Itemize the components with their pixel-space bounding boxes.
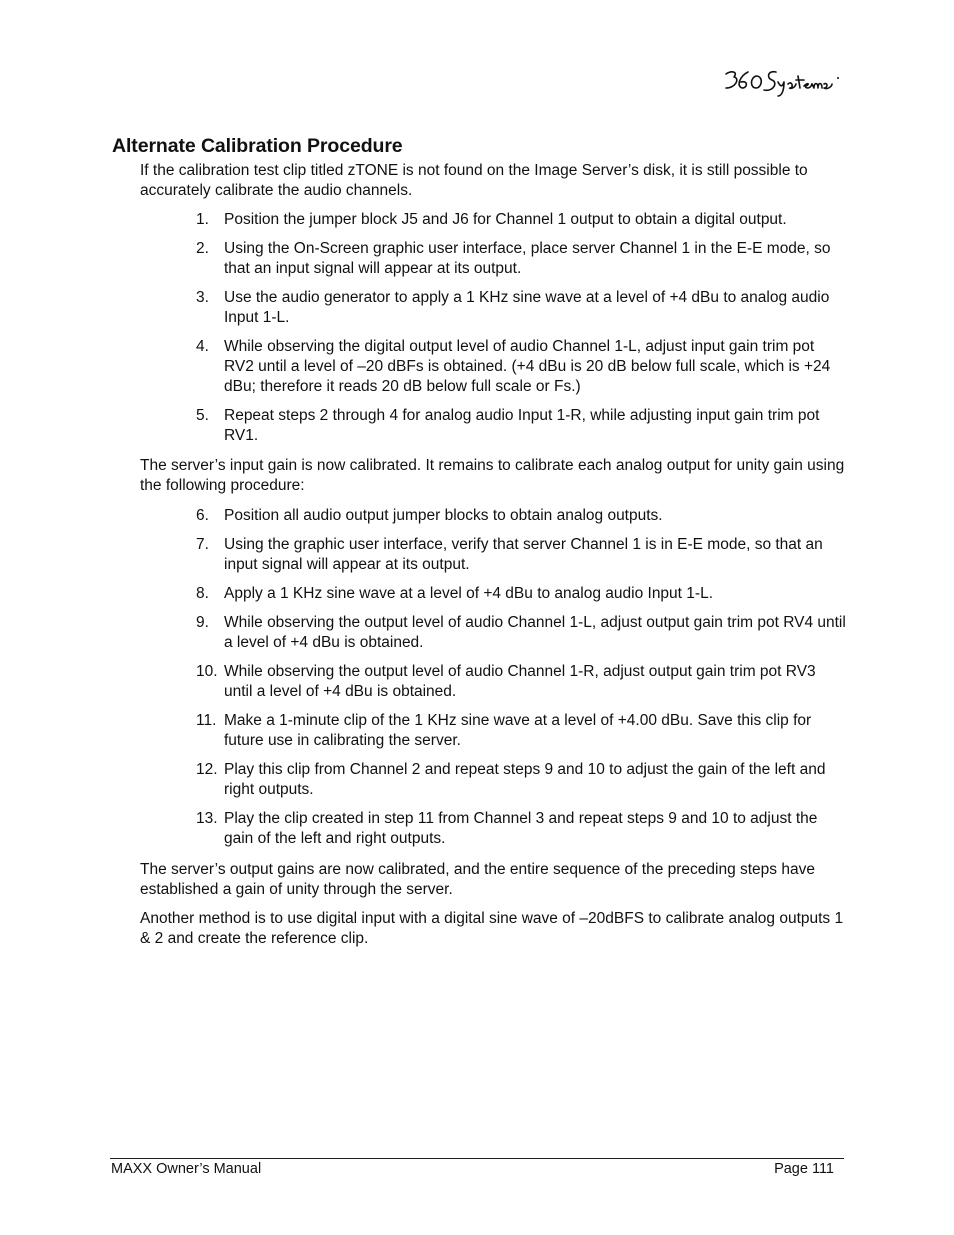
step-number: 7. [196, 536, 209, 553]
step-text: Apply a 1 KHz sine wave at a level of +4 dBu to analog audio Input 1-L. [224, 585, 713, 602]
step-number: 2. [196, 240, 209, 257]
step-item [196, 337, 846, 397]
step-number: 6. [196, 507, 209, 524]
section-title: Alternate Calibration Procedure [112, 135, 403, 157]
step-item [196, 711, 846, 751]
closing-paragraph-2: Another method is to use digital input with a digital sine wave of –20dBFS to calibrate analog outputs 1 & 2 and create the reference clip. [140, 910, 844, 947]
step-text: Position the jumper block J5 and J6 for Channel 1 output to obtain a digital output. [224, 211, 787, 228]
step-number: 5. [196, 407, 209, 424]
step-item [196, 535, 846, 575]
step-number: 1. [196, 211, 209, 228]
step-number: 13. [196, 810, 218, 827]
step-number: 9. [196, 614, 209, 631]
step-text: Use the audio generator to apply a 1 KHz sine wave at a level of +4 dBu to analog audio Input 1-L. [224, 289, 830, 326]
footer-manual-title: MAXX Owner’s Manual [111, 1161, 262, 1177]
step-number: 12. [196, 761, 218, 778]
step-text: Play the clip created in step 11 from Channel 3 and repeat steps 9 and 10 to adjust the gain of the left and right outputs. [224, 810, 818, 847]
step-number: 8. [196, 585, 209, 602]
step-number: 10. [196, 663, 218, 680]
middle-paragraph: The server’s input gain is now calibrated. It remains to calibrate each analog output for unity gain using the following procedure: [140, 457, 845, 494]
step-text: Repeat steps 2 through 4 for analog audio Input 1-R, while adjusting input gain trim pot RV1. [224, 407, 820, 444]
step-text: Using the On-Screen graphic user interface, place server Channel 1 in the E-E mode, so that an input signal will appear at its output. [224, 240, 831, 277]
steps-list-a [196, 210, 846, 455]
step-item [196, 662, 846, 702]
step-item [196, 613, 846, 653]
step-text: Play this clip from Channel 2 and repeat steps 9 and 10 to adjust the gain of the left and right outputs. [224, 761, 826, 798]
step-text: While observing the output level of audio Channel 1-R, adjust output gain trim pot RV3 until a level of +4 dBu is obtained. [224, 663, 816, 700]
step-text: While observing the output level of audio Channel 1-L, adjust output gain trim pot RV4 until a level of +4 dBu is obtained. [224, 614, 846, 651]
step-item [196, 288, 846, 328]
intro-paragraph: If the calibration test clip titled zTONE is not found on the Image Server’s disk, it is still possible to accurately calibrate the audio channels. [140, 162, 808, 199]
footer-divider [110, 1158, 844, 1159]
step-text: Position all audio output jumper blocks to obtain analog outputs. [224, 507, 663, 524]
step-item [196, 210, 846, 230]
360-systems-logo-icon [722, 66, 842, 100]
step-item [196, 506, 846, 526]
step-item [196, 584, 846, 604]
step-number: 3. [196, 289, 209, 306]
footer-page-number: Page 111 [774, 1161, 834, 1177]
step-number: 11. [196, 712, 217, 729]
closing-paragraph-1: The server’s output gains are now calibrated, and the entire sequence of the preceding steps have established a gain of unity through the server. [140, 861, 815, 898]
step-item [196, 239, 846, 279]
step-text: While observing the digital output level of audio Channel 1-L, adjust input gain trim pot RV2 until a level of –20 dBFs is obtained. (+4 dBu is 20 dB below full scale, which is +24 dBu; therefore it reads 20 dB below full scale or Fs.) [224, 338, 831, 395]
step-item [196, 406, 846, 446]
step-item [196, 809, 846, 849]
step-item [196, 760, 846, 800]
step-number: 4. [196, 338, 209, 355]
step-text: Using the graphic user interface, verify that server Channel 1 is in E-E mode, so that an input signal will appear at its output. [224, 536, 823, 573]
step-text: Make a 1-minute clip of the 1 KHz sine wave at a level of +4.00 dBu. Save this clip for future use in calibrating the server. [224, 712, 812, 749]
steps-list-b [196, 506, 846, 858]
